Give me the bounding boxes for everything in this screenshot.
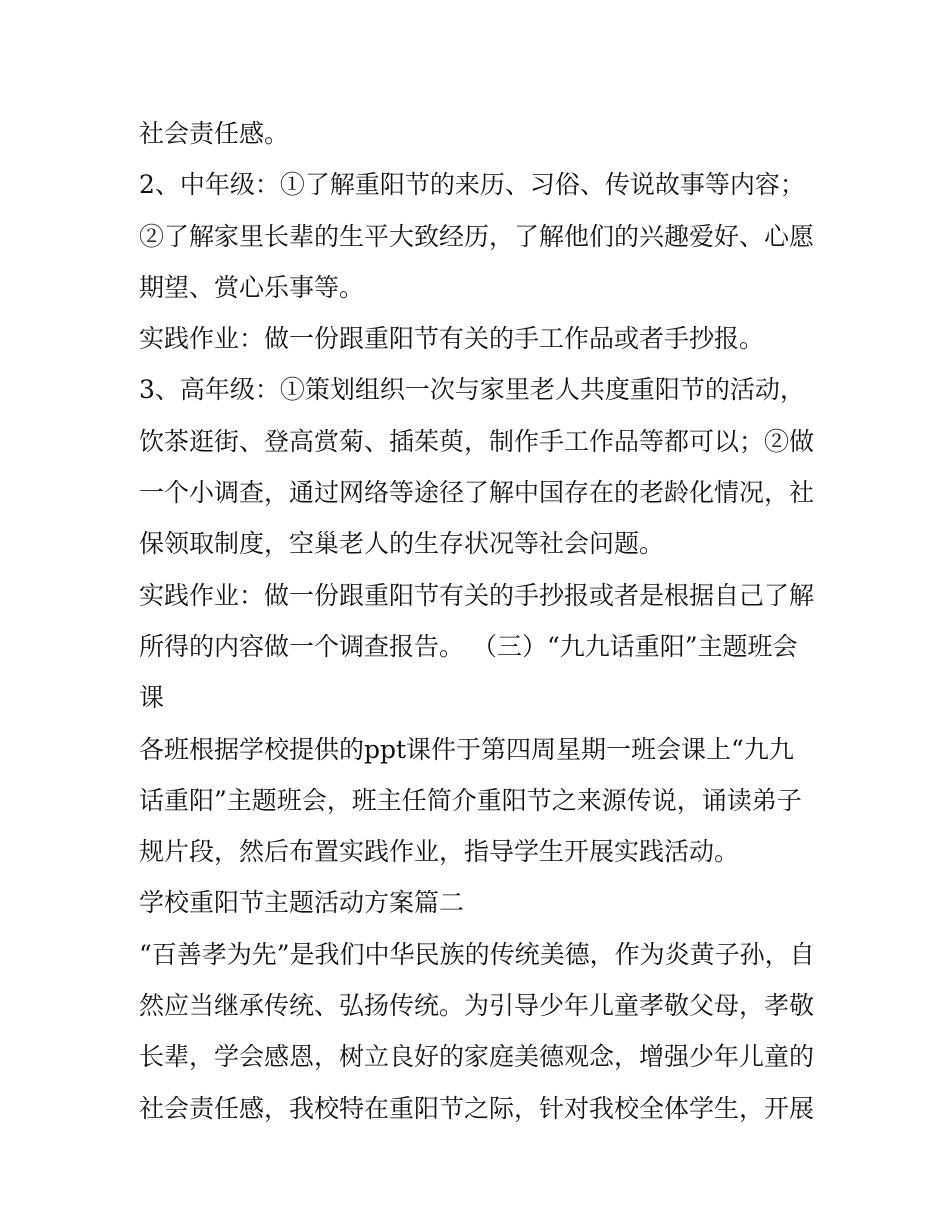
text-line: 然应当继承传统、弘扬传统。为引导少年儿童孝敬父母，孝敬 — [139, 991, 815, 1021]
text-line: “百善孝为先”是我们中华民族的传统美德，作为炎黄子孙，自 — [139, 939, 815, 969]
text-line: 期望、赏心乐事等。 — [139, 272, 365, 302]
text-line: 饮茶逛街、登高赏菊、插茱萸，制作手工作品等都可以；②做 — [139, 426, 815, 456]
text-line: 3、高年级：①策划组织一次与家里老人共度重阳节的活动， — [139, 375, 805, 405]
text-line: 长辈，学会感恩，树立良好的家庭美德观念，增强少年儿童的 — [139, 1042, 815, 1072]
text-line: 实践作业：做一份跟重阳节有关的手抄报或者是根据自己了解 — [139, 580, 815, 610]
text-line: 社会责任感。 — [139, 119, 290, 148]
section-heading: 学校重阳节主题活动方案篇二 — [139, 888, 465, 918]
text-line: 一个小调查，通过网络等途径了解中国存在的老龄化情况，社 — [139, 478, 815, 508]
text-line: 各班根据学校提供的ppt课件于第四周星期一班会课上“九九 — [139, 734, 794, 764]
text-line: 规片段，然后布置实践作业，指导学生开展实践活动。 — [139, 837, 740, 867]
text-line: 课 — [139, 683, 165, 713]
text-line: 2、中年级：①了解重阳节的来历、习俗、传说故事等内容； — [139, 170, 805, 200]
text-line: 保领取制度，空巢老人的生存状况等社会问题。 — [139, 529, 665, 559]
text-line: 实践作业：做一份跟重阳节有关的手工作品或者手抄报。 — [139, 324, 765, 354]
text-line: 话重阳”主题班会，班主任简介重阳节之来源传说，诵读弟子 — [139, 785, 802, 815]
text-line: 所得的内容做一个调查报告。 （三）“九九话重阳”主题班会 — [139, 631, 798, 661]
document-body — [139, 108, 819, 1134]
text-line: ②了解家里长辈的生平大致经历，了解他们的兴趣爱好、心愿 — [139, 221, 815, 251]
text-line: 社会责任感，我校特在重阳节之际，针对我校全体学生，开展 — [139, 1093, 815, 1123]
